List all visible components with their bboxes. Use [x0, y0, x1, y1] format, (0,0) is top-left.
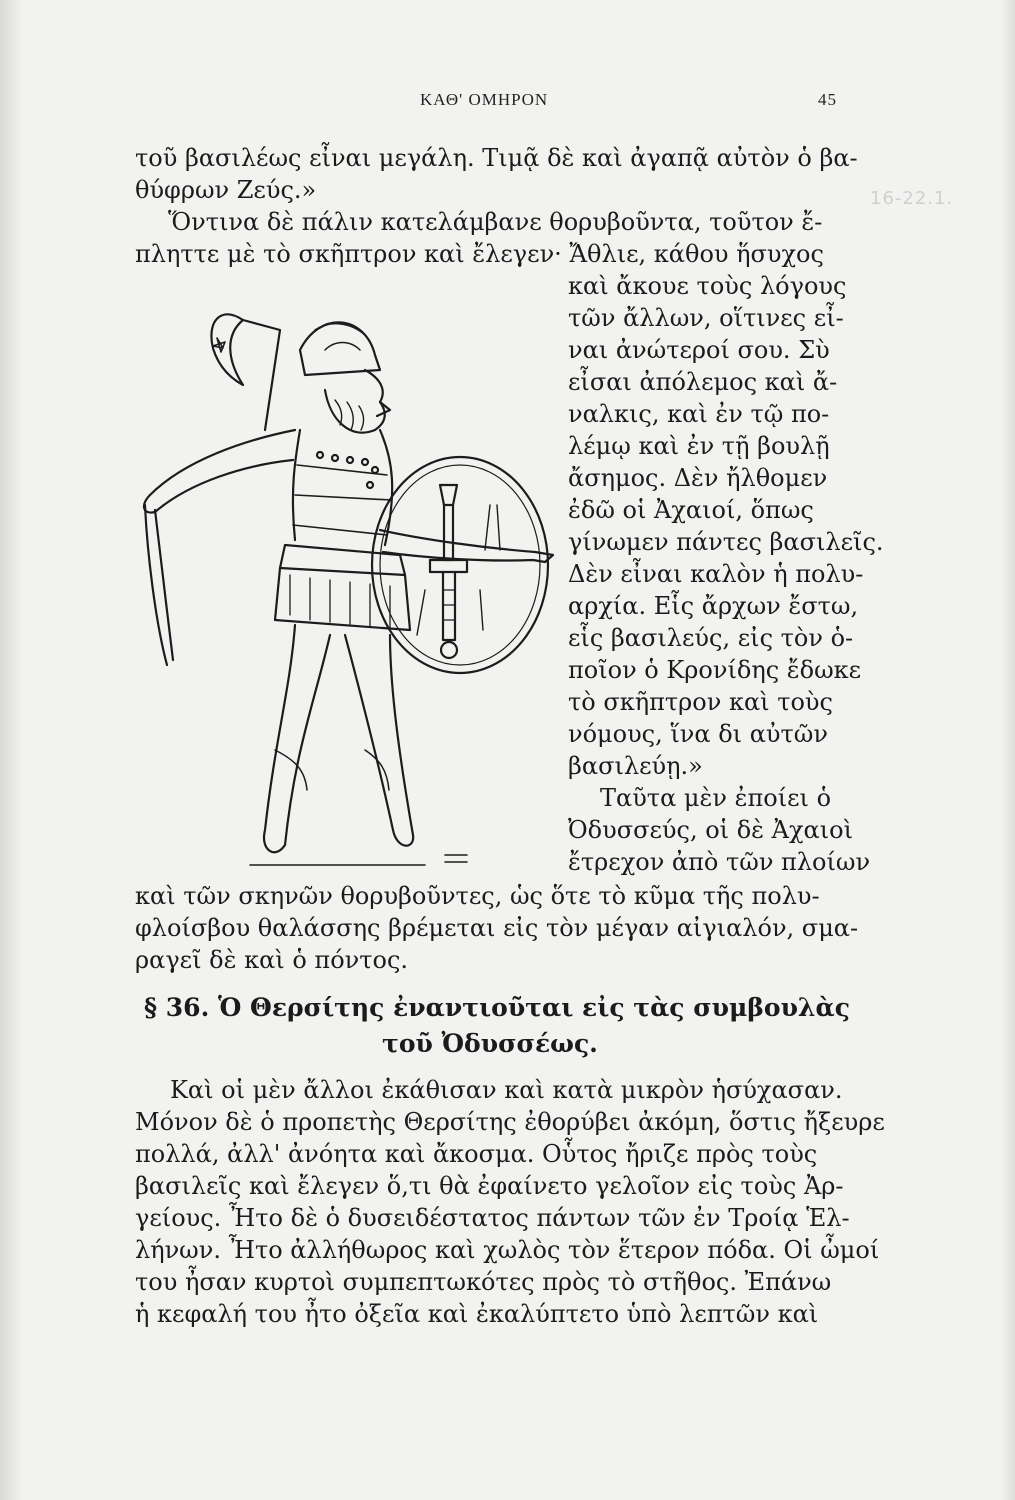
text-line: εἷς βασιλεύς, εἰς τὸν ὁ- [568, 624, 854, 652]
text-line: ποῖον ὁ Κρονίδης ἔδωκε [568, 656, 862, 684]
text-line: πολλά, ἀλλ' ἀνόητα καὶ ἄκοσμα. Οὗτος ἤριζε πρὸς τοὺς [135, 1140, 818, 1168]
text-line: αρχία. Εἷς ἄρχων ἔστω, [568, 592, 859, 620]
text-line: λέμῳ καὶ ἐν τῇ βουλῇ [568, 432, 830, 460]
text-line: Δὲν εἶναι καλὸν ἡ πολυ- [568, 560, 864, 588]
text-line: ἡ κεφαλή του ἦτο ὀξεῖα καὶ ἐκαλύπτετο ὑπὸ λεπτῶν καὶ [135, 1300, 819, 1328]
pencil-margin-note: 16-22.1. [870, 188, 954, 209]
text-line: ναλκις, καὶ ἐν τῷ πο- [568, 400, 830, 428]
text-line: γίνωμεν πάντες βασιλεῖς. [568, 528, 884, 556]
page-edge-shadow [0, 0, 22, 1500]
section-heading-cont: τοῦ Ὀδυσσέως. [382, 1029, 598, 1058]
text-line: τῶν ἄλλων, οἵτινες εἶ- [568, 304, 844, 332]
text-line: ναι ἀνώτεροί σου. Σὺ [568, 336, 830, 364]
text-line: τοῦ βασιλέως εἶναι μεγάλη. Τιμᾷ δὲ καὶ ἀγαπᾷ αὐτὸν ὁ βα- [135, 144, 858, 172]
text-line: καὶ ἄκουε τοὺς λόγους [568, 272, 847, 300]
text-line: γείους. Ἦτο δὲ ὁ δυσειδέστατος πάντων τῶν ἐν Τροίᾳ Ἑλ- [135, 1204, 850, 1232]
text-line: Ταῦτα μὲν ἐποίει ὁ [600, 784, 832, 812]
text-line: εἶσαι ἀπόλεμος καὶ ἄ- [568, 368, 838, 396]
text-line: καὶ τῶν σκηνῶν θορυβοῦντες, ὡς ὅτε τὸ κῦμα τῆς πολυ- [135, 882, 820, 910]
running-header: ΚΑΘ' ΟΜΗΡΟΝ [420, 90, 549, 109]
text-line: πληττε μὲ τὸ σκῆπτρον καὶ ἔλεγεν· Ἄθλιε, κάθου ἥσυχος [135, 240, 824, 268]
section-heading: § 36. Ὁ Θερσίτης ἐναντιοῦται εἰς τὰς συμβουλὰς [144, 993, 850, 1022]
text-line: Ὀδυσσεύς, οἱ δὲ Ἀχαιοὶ [568, 816, 853, 844]
text-line: τὸ σκῆπτρον καὶ τοὺς [568, 688, 833, 716]
text-line: του ἦσαν κυρτοὶ συμπεπτωκότες πρὸς τὸ στῆθος. Ἐπάνω [135, 1268, 832, 1296]
text-line: θύφρων Ζεύς.» [135, 176, 317, 204]
page-number: 45 [818, 90, 837, 109]
text-line: ἔτρεχον ἀπὸ τῶν πλοίων [568, 848, 871, 876]
text-line: λήνων. Ἦτο ἀλλήθωρος καὶ χωλὸς τὸν ἕτερον πόδα. Οἱ ὦμοί [135, 1236, 880, 1264]
text-line: ἐδῶ οἱ Ἀχαιοί, ὅπως [568, 496, 814, 524]
text-line: Μόνον δὲ ὁ προπετὴς Θερσίτης ἐθορύβει ἀκόμη, ὅστις ἤξευρε [135, 1108, 885, 1136]
text-line: Καὶ οἱ μὲν ἄλλοι ἐκάθισαν καὶ κατὰ μικρὸν ἡσύχασαν. [170, 1076, 843, 1104]
text-line: νόμους, ἵνα δι αὐτῶν [568, 720, 828, 748]
page-edge-shadow [1001, 0, 1015, 1500]
text-line: βασιλεύῃ.» [568, 752, 703, 780]
text-line: Ὅντινα δὲ πάλιν κατελάμβανε θορυβοῦντα, τοῦτον ἔ- [168, 208, 823, 236]
text-line: ραγεῖ δὲ καὶ ὁ πόντος. [135, 946, 409, 974]
text-line: βασιλεῖς καὶ ἔλεγεν ὅ,τι θὰ ἐφαίνετο γελοῖον εἰς τοὺς Ἀρ- [135, 1172, 844, 1200]
warrior-illustration [125, 290, 555, 890]
text-line: ἄσημος. Δὲν ἤλθομεν [568, 464, 828, 492]
text-line: φλοίσβου θαλάσσης βρέμεται εἰς τὸν μέγαν αἰγιαλόν, σμα- [135, 914, 859, 942]
